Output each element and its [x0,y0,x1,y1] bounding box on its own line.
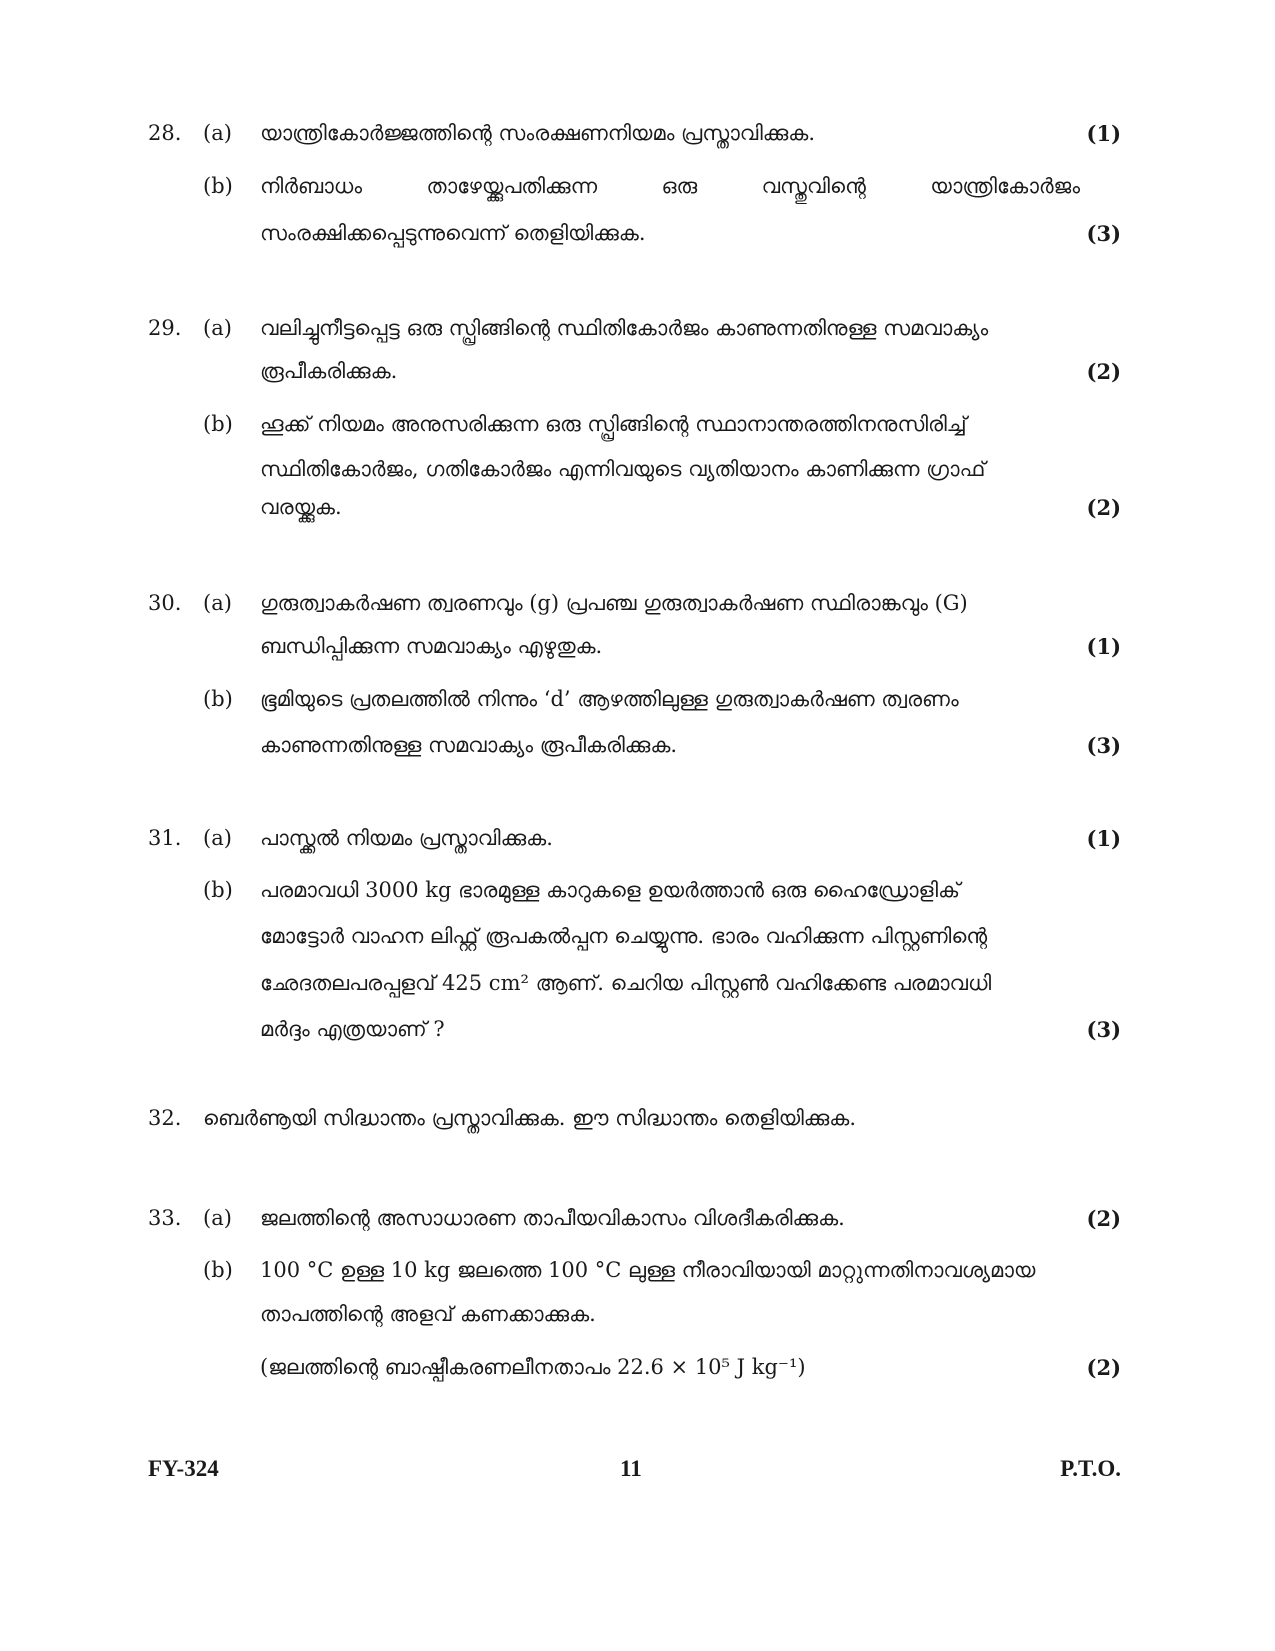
question-text: താപത്തിന്റെ അളവ് കണക്കാക്കുക. [260,1302,596,1326]
question-31 [0,815,1275,1065]
question-text: വലിച്ചുനീട്ടപ്പെട്ട ഒരു സ്പ്രിങ്ങിന്റെ സ്ഥിതികോർജം കാണുന്നതിനുള്ള സമവാക്യം [260,316,989,340]
question-number: 29. [148,316,182,340]
question-32 [0,1095,1275,1145]
question-text: മർദ്ദം എത്രയാണ് ? [260,1017,445,1041]
data-note: (ജലത്തിന്റെ ബാഷ്പീകരണലീനതാപം 22.6 × 10⁵ J kg⁻¹) [260,1355,806,1379]
marks: (2) [1086,1206,1121,1231]
question-text: ഗുരുത്വാകർഷണ ത്വരണവും (g) പ്രപഞ്ച ഗുരുത്വാകർഷണ സ്ഥിരാങ്കവും (G) [260,591,968,615]
part-label: (b) [203,878,233,902]
marks: (3) [1086,733,1121,758]
question-text: ബെർണൂയി സിദ്ധാന്തം പ്രസ്താവിക്കുക. ഈ സിദ്ധാന്തം തെളിയിക്കുക. [203,1106,857,1130]
paper-code: FY-324 [148,1456,219,1481]
question-number: 30. [148,591,182,615]
question-text: സംരക്ഷിക്കപ്പെടുന്നുവെന്ന് തെളിയിക്കുക. [260,221,646,245]
question-30 [0,580,1275,780]
question-number: 28. [148,121,182,145]
part-label: (b) [203,412,233,436]
question-text: കാണുന്നതിനുള്ള സമവാക്യം രൂപീകരിക്കുക. [260,733,678,757]
part-label: (a) [203,826,232,850]
question-number: 33. [148,1206,182,1230]
question-text: ഭൂമിയുടെ പ്രതലത്തിൽ നിന്നും ‘d’ ആഴത്തിലുള്ള ഗുരുത്വാകർഷണ ത്വരണം [260,687,959,711]
part-label: (b) [203,687,233,711]
question-text: വരയ്ക്കുക. [260,495,342,519]
marks: (1) [1086,826,1121,851]
question-text: ബന്ധിപ്പിക്കുന്ന സമവാക്യം എഴുതുക. [260,634,603,658]
pto-label: P.T.O. [1060,1456,1121,1481]
question-text: ഹൂക്ക് നിയമം അനുസരിക്കുന്ന ഒരു സ്പ്രിങ്ങിന്റെ സ്ഥാനാന്തരത്തിനനുസിരിച്ച് [260,412,967,436]
question-29 [0,305,1275,555]
question-text: രൂപീകരിക്കുക. [260,359,398,383]
question-text: സ്ഥിതികോർജം, ഗതികോർജം എന്നിവയുടെ വ്യതിയാനം കാണിക്കുന്ന ഗ്രാഫ് [260,457,986,481]
question-number: 31. [148,826,182,850]
question-text: പാസ്ക്കൽ നിയമം പ്രസ്താവിക്കുക. [260,826,553,850]
question-text: പരമാവധി 3000 kg ഭാരമുള്ള കാറുകളെ ഉയർത്താൻ ഒരു ഹൈഡ്രോളിക് [260,878,960,902]
page-number: 11 [620,1456,642,1481]
marks: (2) [1086,495,1121,520]
question-text: യാന്ത്രികോർജ്ജത്തിന്റെ സംരക്ഷണനിയമം പ്രസ്താവിക്കുക. [260,121,816,145]
question-text: ജലത്തിന്റെ അസാധാരണ താപീയവികാസം വിശദീകരിക്കുക. [260,1206,845,1230]
marks: (1) [1086,634,1121,659]
part-label: (b) [203,174,233,198]
part-label: (a) [203,316,232,340]
part-label: (a) [203,591,232,615]
question-text: മോട്ടോർ വാഹന ലിഫ്റ്റ് രൂപകൽപ്പന ചെയ്യുന്നു. ഭാരം വഹിക്കുന്ന പിസ്റ്റണിന്റെ [260,924,988,948]
question-33 [0,1195,1275,1415]
question-number: 32. [148,1106,182,1130]
marks: (3) [1086,1017,1121,1042]
question-text: നിർബാധം താഴേയ്ക്കുപതിക്കുന്ന ഒരു വസ്തുവിന്റെ യാന്ത്രികോർജം [260,174,1080,198]
part-label: (a) [203,1206,232,1230]
part-label: (b) [203,1258,233,1282]
part-label: (a) [203,121,232,145]
question-28 [0,110,1275,260]
marks: (2) [1086,1355,1121,1380]
marks: (3) [1086,221,1121,246]
marks: (1) [1086,121,1121,146]
question-text: 100 °C ഉള്ള 10 kg ജലത്തെ 100 °C ലുള്ള നീരാവിയായി മാറ്റുന്നതിനാവശ്യമായ [260,1258,1036,1282]
question-text: ഛേദതലപരപ്പളവ് 425 cm² ആണ്. ചെറിയ പിസ്റ്റൺ വഹിക്കേണ്ട പരമാവധി [260,971,992,995]
marks: (2) [1086,359,1121,384]
